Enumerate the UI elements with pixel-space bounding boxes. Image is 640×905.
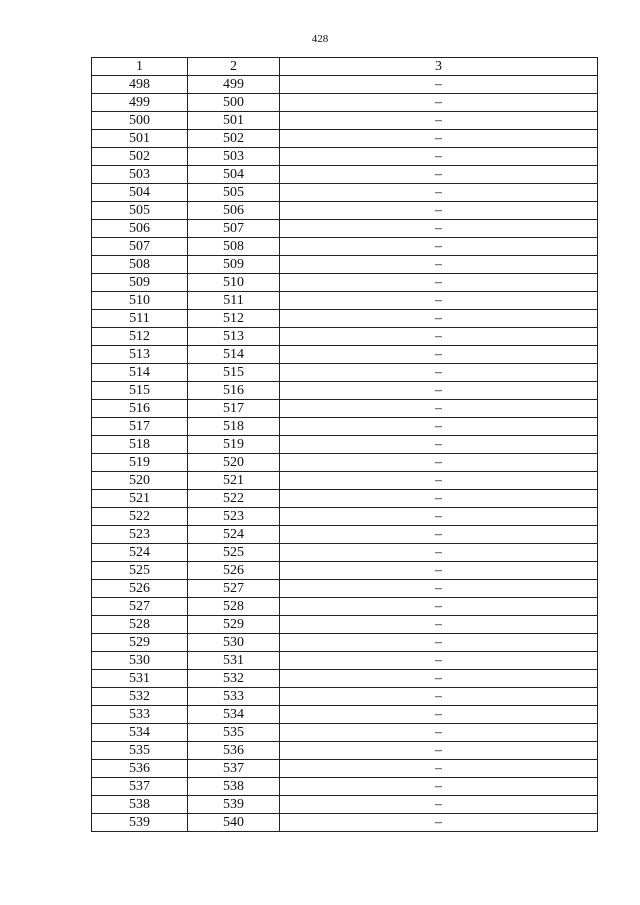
table-cell-col-2: 504: [188, 166, 280, 184]
table-row: [92, 580, 598, 598]
table-cell-col-1: 518: [92, 436, 188, 454]
table-cell-col-3: –: [280, 292, 598, 310]
table-cell-col-1: 499: [92, 94, 188, 112]
table-cell-col-3: –: [280, 724, 598, 742]
table-cell-col-3: –: [280, 490, 598, 508]
table-cell-col-1: 505: [92, 202, 188, 220]
table-cell-col-1: 511: [92, 310, 188, 328]
table-cell-col-2: 539: [188, 796, 280, 814]
table-row: [92, 490, 598, 508]
table-row: [92, 796, 598, 814]
table-cell-col-3: –: [280, 94, 598, 112]
table-cell-col-1: 523: [92, 526, 188, 544]
table-cell-col-3: –: [280, 778, 598, 796]
table-cell-col-2: 513: [188, 328, 280, 346]
table-cell-col-2: 519: [188, 436, 280, 454]
table-row: [92, 742, 598, 760]
table-cell-col-1: 538: [92, 796, 188, 814]
table-cell-col-3: –: [280, 562, 598, 580]
table-cell-col-1: 539: [92, 814, 188, 832]
table-cell-col-3: –: [280, 220, 598, 238]
table-cell-col-2: 506: [188, 202, 280, 220]
table-cell-col-1: 536: [92, 760, 188, 778]
table-cell-col-3: –: [280, 544, 598, 562]
table-cell-col-3: –: [280, 400, 598, 418]
table-row: [92, 670, 598, 688]
table-row: [92, 598, 598, 616]
table-row: [92, 724, 598, 742]
table-cell-col-1: 526: [92, 580, 188, 598]
table-cell-col-2: 535: [188, 724, 280, 742]
table-cell-col-3: –: [280, 310, 598, 328]
table-cell-col-1: 508: [92, 256, 188, 274]
table-cell-col-2: 523: [188, 508, 280, 526]
table-cell-col-2: 505: [188, 184, 280, 202]
table-row: [92, 76, 598, 94]
table-cell-col-1: 533: [92, 706, 188, 724]
table-cell-col-3: –: [280, 166, 598, 184]
table-row: [92, 184, 598, 202]
table-cell-col-3: –: [280, 670, 598, 688]
table-row: [92, 256, 598, 274]
table-row: [92, 616, 598, 634]
table-cell-col-2: 531: [188, 652, 280, 670]
table-row: [92, 130, 598, 148]
table-cell-col-3: –: [280, 634, 598, 652]
table-cell-col-2: 503: [188, 148, 280, 166]
table-cell-col-3: –: [280, 130, 598, 148]
table-row: [92, 382, 598, 400]
table-cell-col-3: –: [280, 796, 598, 814]
table-row: [92, 778, 598, 796]
table-cell-col-2: 525: [188, 544, 280, 562]
table-cell-col-1: 522: [92, 508, 188, 526]
table-cell-col-3: –: [280, 364, 598, 382]
table-row: [92, 418, 598, 436]
table-cell-col-3: –: [280, 76, 598, 94]
table-cell-col-3: –: [280, 598, 598, 616]
table-cell-col-2: 536: [188, 742, 280, 760]
table-row: [92, 94, 598, 112]
table-cell-col-2: 538: [188, 778, 280, 796]
table-cell-col-2: 532: [188, 670, 280, 688]
table-cell-col-2: 500: [188, 94, 280, 112]
table-row: [92, 148, 598, 166]
table-header: [92, 58, 598, 76]
table-cell-col-3: –: [280, 184, 598, 202]
table-cell-col-2: 501: [188, 112, 280, 130]
table-cell-col-3: –: [280, 274, 598, 292]
table-cell-col-2: 518: [188, 418, 280, 436]
table-row: [92, 526, 598, 544]
table-cell-col-3: –: [280, 706, 598, 724]
table-cell-col-2: 511: [188, 292, 280, 310]
data-table: [91, 57, 598, 832]
table-cell-col-2: 509: [188, 256, 280, 274]
table-row: [92, 112, 598, 130]
table-cell-col-1: 516: [92, 400, 188, 418]
column-header-2: 2: [188, 58, 280, 76]
table-cell-col-2: 512: [188, 310, 280, 328]
table-row: [92, 166, 598, 184]
table-row: [92, 688, 598, 706]
table-row: [92, 238, 598, 256]
table-cell-col-3: –: [280, 328, 598, 346]
table-row: [92, 544, 598, 562]
table-cell-col-2: 520: [188, 454, 280, 472]
table-cell-col-3: –: [280, 148, 598, 166]
table-cell-col-2: 533: [188, 688, 280, 706]
table-cell-col-1: 525: [92, 562, 188, 580]
table-body: [92, 76, 598, 832]
table-row: [92, 274, 598, 292]
table-cell-col-1: 514: [92, 364, 188, 382]
table-cell-col-1: 506: [92, 220, 188, 238]
table-cell-col-1: 527: [92, 598, 188, 616]
table-cell-col-1: 524: [92, 544, 188, 562]
table-row: [92, 508, 598, 526]
page-number: 428: [311, 33, 329, 45]
table-cell-col-1: 512: [92, 328, 188, 346]
table-cell-col-1: 521: [92, 490, 188, 508]
table-cell-col-2: 508: [188, 238, 280, 256]
table-cell-col-2: 530: [188, 634, 280, 652]
table-cell-col-2: 537: [188, 760, 280, 778]
table-cell-col-2: 522: [188, 490, 280, 508]
table-row: [92, 634, 598, 652]
table-row: [92, 436, 598, 454]
table-cell-col-2: 515: [188, 364, 280, 382]
table-row: [92, 400, 598, 418]
table-cell-col-2: 510: [188, 274, 280, 292]
table-cell-col-3: –: [280, 616, 598, 634]
table-cell-col-3: –: [280, 382, 598, 400]
table-cell-col-1: 519: [92, 454, 188, 472]
table-cell-col-1: 537: [92, 778, 188, 796]
table-cell-col-1: 504: [92, 184, 188, 202]
table-cell-col-3: –: [280, 814, 598, 832]
table-cell-col-1: 502: [92, 148, 188, 166]
table-cell-col-1: 500: [92, 112, 188, 130]
table-cell-col-2: 507: [188, 220, 280, 238]
table-cell-col-2: 502: [188, 130, 280, 148]
table-cell-col-1: 531: [92, 670, 188, 688]
table-cell-col-2: 524: [188, 526, 280, 544]
table-cell-col-3: –: [280, 346, 598, 364]
table-cell-col-1: 530: [92, 652, 188, 670]
table-cell-col-3: –: [280, 418, 598, 436]
table-cell-col-3: –: [280, 652, 598, 670]
table-cell-col-1: 498: [92, 76, 188, 94]
table-cell-col-3: –: [280, 472, 598, 490]
table-cell-col-3: –: [280, 526, 598, 544]
table-cell-col-1: 503: [92, 166, 188, 184]
table-cell-col-1: 509: [92, 274, 188, 292]
table-cell-col-1: 513: [92, 346, 188, 364]
table-row: [92, 706, 598, 724]
table-cell-col-2: 514: [188, 346, 280, 364]
table-cell-col-1: 510: [92, 292, 188, 310]
table-cell-col-3: –: [280, 256, 598, 274]
table-row: [92, 760, 598, 778]
table-cell-col-2: 517: [188, 400, 280, 418]
table-cell-col-1: 528: [92, 616, 188, 634]
table-cell-col-1: 534: [92, 724, 188, 742]
table-cell-col-1: 501: [92, 130, 188, 148]
table-row: [92, 472, 598, 490]
table-row: [92, 652, 598, 670]
table-cell-col-2: 526: [188, 562, 280, 580]
table-row: [92, 202, 598, 220]
table-cell-col-3: –: [280, 508, 598, 526]
table-cell-col-3: –: [280, 238, 598, 256]
column-header-1: 1: [92, 58, 188, 76]
table-cell-col-2: 499: [188, 76, 280, 94]
table-row: [92, 562, 598, 580]
table-cell-col-3: –: [280, 760, 598, 778]
table-cell-col-2: 540: [188, 814, 280, 832]
table-cell-col-1: 507: [92, 238, 188, 256]
table-cell-col-2: 529: [188, 616, 280, 634]
table-cell-col-1: 532: [92, 688, 188, 706]
table-cell-col-1: 517: [92, 418, 188, 436]
table-row: [92, 310, 598, 328]
table-row: [92, 220, 598, 238]
table-cell-col-2: 521: [188, 472, 280, 490]
header-row: [92, 58, 598, 76]
table-row: [92, 292, 598, 310]
table-row: [92, 454, 598, 472]
table-cell-col-2: 527: [188, 580, 280, 598]
table-cell-col-2: 528: [188, 598, 280, 616]
table-row: [92, 814, 598, 832]
table-cell-col-3: –: [280, 112, 598, 130]
table-row: [92, 328, 598, 346]
table-cell-col-3: –: [280, 454, 598, 472]
table-cell-col-2: 516: [188, 382, 280, 400]
table-cell-col-1: 520: [92, 472, 188, 490]
table-cell-col-3: –: [280, 202, 598, 220]
table-cell-col-1: 529: [92, 634, 188, 652]
table-row: [92, 364, 598, 382]
table-cell-col-1: 535: [92, 742, 188, 760]
table-cell-col-1: 515: [92, 382, 188, 400]
table-cell-col-3: –: [280, 580, 598, 598]
table-row: [92, 346, 598, 364]
table-cell-col-3: –: [280, 688, 598, 706]
column-header-3: 3: [280, 58, 598, 76]
table-cell-col-3: –: [280, 742, 598, 760]
table-cell-col-2: 534: [188, 706, 280, 724]
table-cell-col-3: –: [280, 436, 598, 454]
